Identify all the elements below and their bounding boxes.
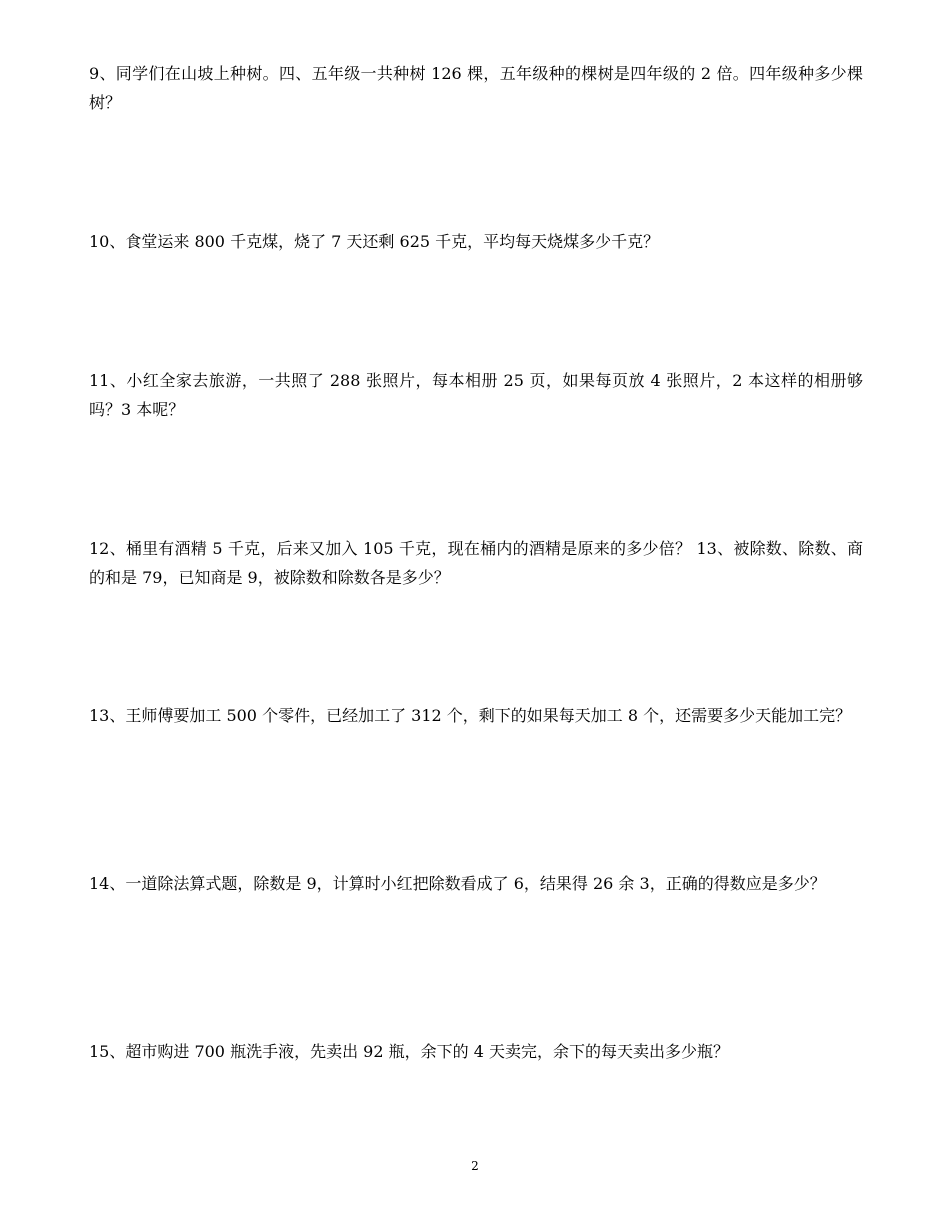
problem-11: 11、小红全家去旅游，一共照了 288 张照片，每本相册 25 页，如果每页放 4 张照片，2 本这样的相册够吗？3 本呢？ <box>89 371 863 419</box>
problem-14: 14、一道除法算式题，除数是 9，计算时小红把除数看成了 6，结果得 26 余 3，正确的得数应是多少？ <box>89 874 826 893</box>
problem-10: 10、食堂运来 800 千克煤，烧了 7 天还剩 625 千克，平均每天烧煤多少千克？ <box>89 232 660 251</box>
problem-13: 13、王师傅要加工 500 个零件，已经加工了 312 个，剩下的如果每天加工 8 个，还需要多少天能加工完？ <box>89 706 852 725</box>
problem-9: 9、同学们在山坡上种树。四、五年级一共种树 126 棵，五年级种的棵树是四年级的 2 倍。四年级种多少棵树？ <box>89 64 863 112</box>
problem-15: 15、超市购进 700 瓶洗手液，先卖出 92 瓶，余下的 4 天卖完，余下的每天卖出多少瓶？ <box>89 1042 729 1061</box>
problem-12: 12、桶里有酒精 5 千克，后来又加入 105 千克，现在桶内的酒精是原来的多少倍？ 13、被除数、除数、商的和是 79，已知商是 9，被除数和除数各是多少？ <box>89 539 863 587</box>
page-number: 2 <box>471 1159 479 1173</box>
